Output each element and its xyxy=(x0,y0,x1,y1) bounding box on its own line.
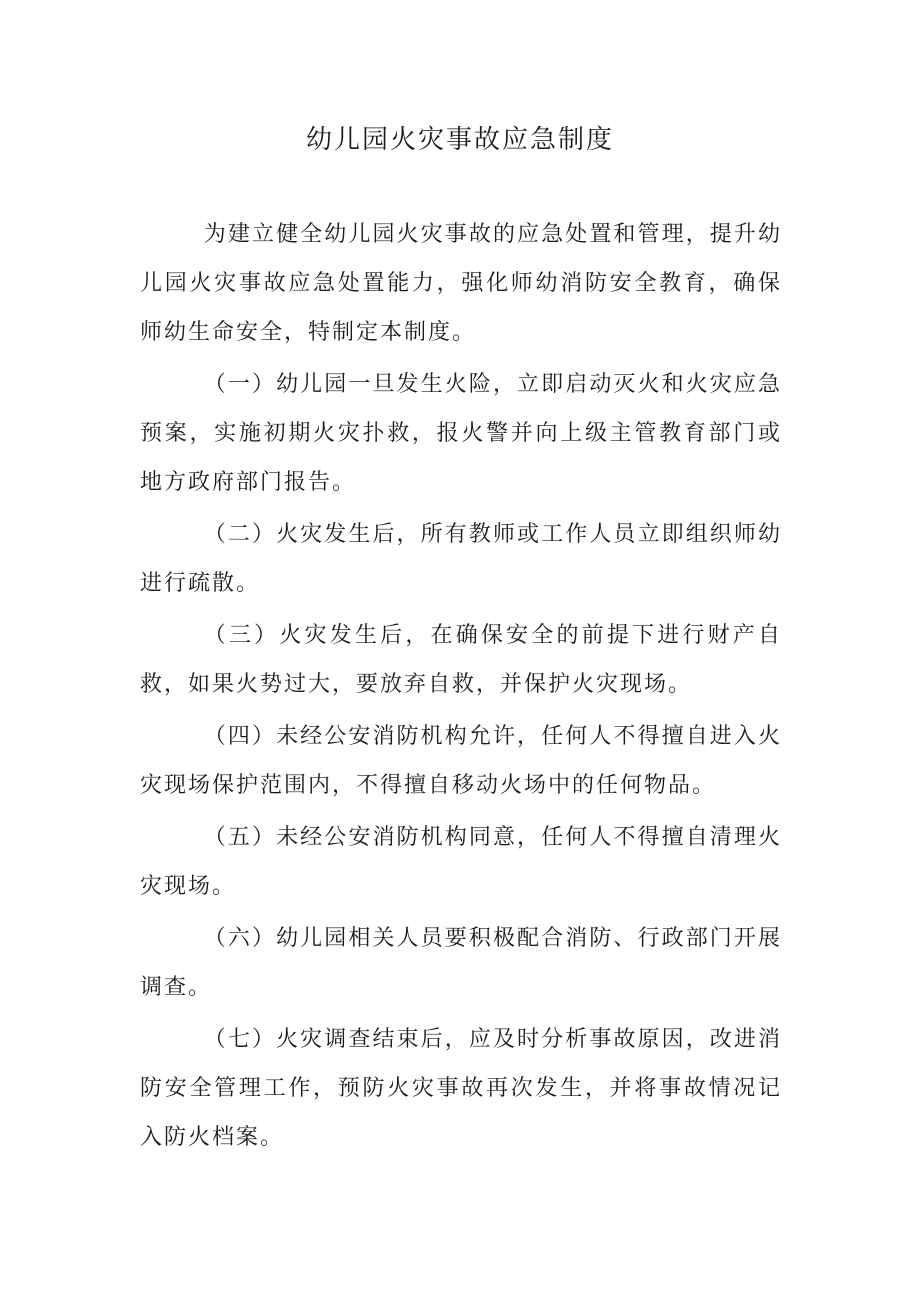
clause-paragraph: （三）火灾发生后，在确保安全的前提下进行财产自救，如果火势过大，要放弃自救，并保护火灾现场。 xyxy=(140,623,782,697)
document-body xyxy=(140,210,782,1165)
clause-paragraph: （四）未经公安消防机构允许，任何人不得擅自进入火灾现场保护范围内，不得擅自移动火场中的任何物品。 xyxy=(140,724,782,798)
document-title: 幼儿园火灾事故应急制度 xyxy=(305,125,614,155)
clause-paragraph: （七）火灾调查结束后，应及时分析事故原因，改进消防安全管理工作，预防火灾事故再次发生，并将事故情况记入防火档案。 xyxy=(140,1027,782,1150)
intro-paragraph: 为建立健全幼儿园火灾事故的应急处置和管理，提升幼儿园火灾事故应急处置能力，强化师幼消防安全教育，确保师幼生命安全，特制定本制度。 xyxy=(140,222,782,345)
clause-paragraph: （一）幼儿园一旦发生火险，立即启动灭火和火灾应急预案，实施初期火灾扑救，报火警并向上级主管教育部门或地方政府部门报告。 xyxy=(140,372,782,495)
clause-paragraph: （二）火灾发生后，所有教师或工作人员立即组织师幼进行疏散。 xyxy=(140,522,782,596)
clause-paragraph: （六）幼儿园相关人员要积极配合消防、行政部门开展调查。 xyxy=(140,926,782,1000)
clause-paragraph: （五）未经公安消防机构同意，任何人不得擅自清理火灾现场。 xyxy=(140,825,782,899)
